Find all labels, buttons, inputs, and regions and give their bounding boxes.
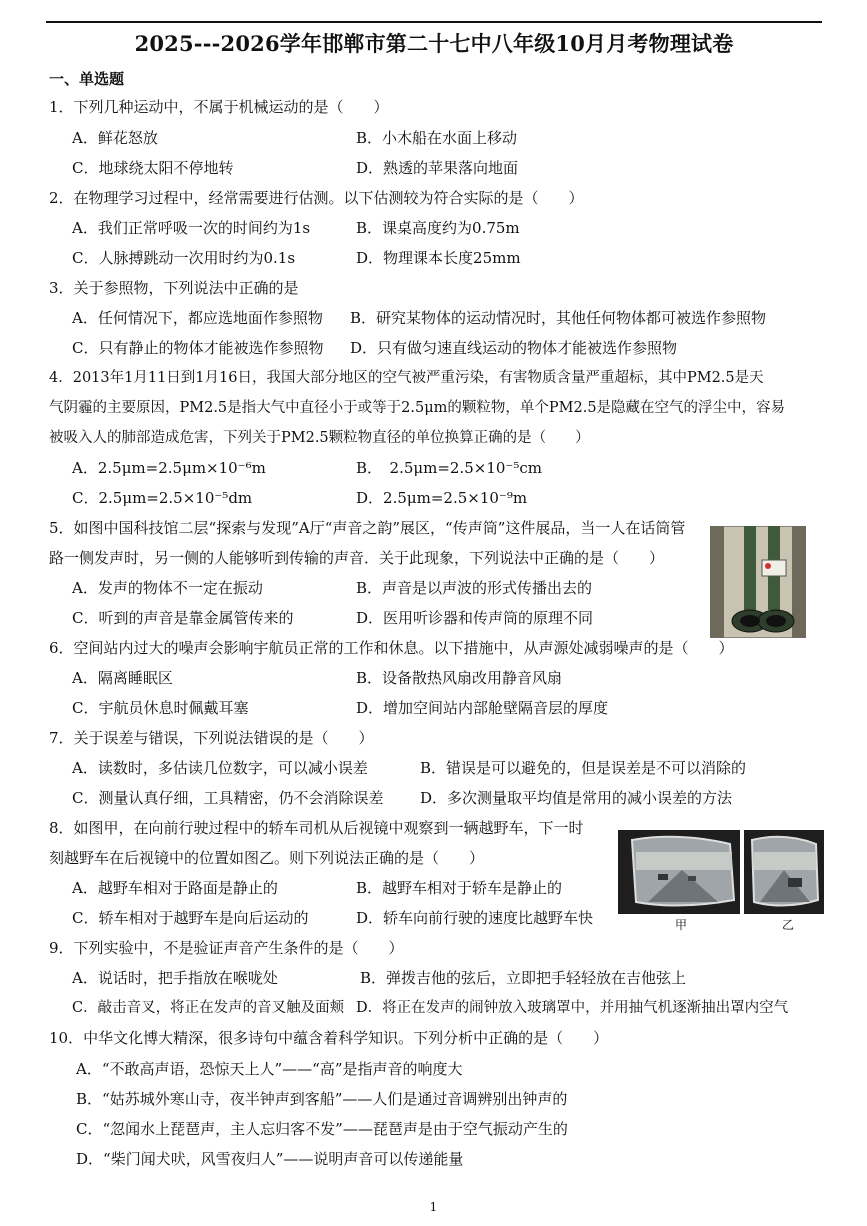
question-7-option-b: B．错误是可以避免的，但是误差是不可以消除的: [420, 759, 747, 777]
question-7-option-c: C．测量认真仔细，工具精密，仍不会消除误差: [72, 789, 384, 807]
question-4-stem-line-3: 被吸入人的肺部造成危害，下列关于PM2.5颗粒物直径的单位换算正确的是（ ）: [49, 430, 590, 446]
question-5-option-b: B．声音是以声波的形式传播出去的: [356, 579, 593, 597]
question-4-stem-line-1: 4．2013年1月11日到1月16日，我国大部分地区的空气被严重污染，有害物质含量严重超标，其中PM2.5是天: [49, 370, 764, 386]
page-number: 1: [429, 1200, 438, 1214]
question-4-option-b: B． 2.5μm=2.5×10⁻⁵cm: [356, 459, 542, 477]
question-9-option-c: C．敲击音叉，将正在发声的音叉触及面颊: [72, 1000, 345, 1016]
question-10-option-a: A．“不敢高声语，恐惊天上人”——“高”是指声音的响度大: [76, 1060, 463, 1078]
question-6-option-a: A．隔离睡眠区: [72, 669, 173, 687]
question-5-option-a: A．发声的物体不一定在振动: [72, 579, 263, 597]
section-heading: 一、单选题: [49, 70, 125, 88]
question-4-stem-line-2: 气阴霾的主要原因，PM2.5是指大气中直径小于或等于2.5μm的颗粒物，单个PM2.5是隐藏在空气的浮尘中，容易: [49, 400, 786, 416]
question-10-stem: 10．中华文化博大精深，很多诗句中蕴含着科学知识。下列分析中正确的是（ ）: [49, 1029, 609, 1047]
question-9-stem: 9．下列实验中，不是验证声音产生条件的是（ ）: [49, 939, 404, 957]
question-4-option-a: A．2.5μm=2.5μm×10⁻⁶m: [72, 459, 266, 477]
question-6-stem: 6．空间站内过大的噪声会影响宇航员正常的工作和休息。以下措施中，从声源处减弱噪声的是（ ）: [49, 639, 734, 657]
question-2-option-d: D．物理课本长度25mm: [356, 249, 521, 267]
question-9-option-a: A．说话时，把手指放在喉咙处: [72, 969, 278, 987]
question-6-option-c: C．宇航员休息时佩戴耳塞: [72, 699, 249, 717]
question-2-stem: 2．在物理学习过程中，经常需要进行估测。以下估测较为符合实际的是（ ）: [49, 189, 584, 207]
question-1-option-d: D．熟透的苹果落向地面: [356, 159, 519, 177]
question-10-option-d: D．“柴门闻犬吠，风雪夜归人”——说明声音可以传递能量: [76, 1150, 464, 1168]
question-10-option-b: B．“姑苏城外寒山寺，夜半钟声到客船”——人们是通过音调辨别出钟声的: [76, 1090, 568, 1108]
question-2-option-a: A．我们正常呼吸一次的时间约为1s: [72, 219, 311, 237]
speaking-tube-figure: [710, 526, 806, 638]
question-6-option-b: B．设备散热风扇改用静音风扇: [356, 669, 563, 687]
question-3-option-d: D．只有做匀速直线运动的物体才能被选作参照物: [350, 339, 678, 357]
caption-jia: 甲: [675, 918, 688, 932]
question-9-option-d: D．将正在发声的闹钟放入玻璃罩中，并用抽气机逐渐抽出罩内空气: [356, 1000, 789, 1016]
question-3-option-a: A．任何情况下，都应选地面作参照物: [72, 309, 323, 327]
question-7-option-a: A．读数时，多估读几位数字，可以减小误差: [72, 759, 368, 777]
question-1-stem: 1．下列几种运动中，不属于机械运动的是（ ）: [49, 98, 389, 116]
question-8-option-d: D．轿车向前行驶的速度比越野车快: [356, 909, 594, 927]
caption-yi: 乙: [782, 918, 795, 932]
question-10-option-c: C．“忽闻水上琵琶声，主人忘归客不发”——琵琶声是由于空气振动产生的: [76, 1120, 568, 1138]
top-rule: [46, 21, 822, 23]
page-title: 2025---2026学年邯郸市第二十七中八年级10月月考物理试卷: [134, 31, 734, 56]
question-9-option-b: B．弹拨吉他的弦后，立即把手轻轻放在吉他弦上: [360, 969, 687, 987]
question-5-option-d: D．医用听诊器和传声筒的原理不同: [356, 609, 594, 627]
question-2-option-b: B．课桌高度约为0.75m: [356, 219, 520, 237]
question-4-option-d: D．2.5μm=2.5×10⁻⁹m: [356, 489, 528, 507]
question-3-option-c: C．只有静止的物体才能被选作参照物: [72, 339, 324, 357]
question-8-stem-line-1: 8．如图甲，在向前行驶过程中的轿车司机从后视镜中观察到一辆越野车，下一时: [49, 819, 584, 837]
question-6-option-d: D．增加空间站内部舱壁隔音层的厚度: [356, 699, 609, 717]
question-7-option-d: D．多次测量取平均值是常用的减小误差的方法: [420, 789, 733, 807]
question-8-option-a: A．越野车相对于路面是静止的: [72, 879, 278, 897]
mirror-figure-yi: [744, 830, 824, 914]
question-1-option-a: A．鲜花怒放: [72, 129, 158, 147]
question-2-option-c: C．人脉搏跳动一次用时约为0.1s: [72, 249, 296, 267]
question-7-stem: 7．关于误差与错误，下列说法错误的是（ ）: [49, 729, 374, 747]
question-4-option-c: C．2.5μm=2.5×10⁻⁵dm: [72, 489, 253, 507]
question-1-option-c: C．地球绕太阳不停地转: [72, 159, 234, 177]
question-1-option-b: B．小木船在水面上移动: [356, 129, 518, 147]
question-8-option-b: B．越野车相对于轿车是静止的: [356, 879, 563, 897]
question-8-stem-line-2: 刻越野车在后视镜中的位置如图乙。则下列说法正确的是（ ）: [49, 849, 485, 867]
question-3-option-b: B．研究某物体的运动情况时，其他任何物体都可被选作参照物: [350, 309, 767, 327]
question-5-stem-line-2: 路一侧发声时，另一侧的人能够听到传输的声音．关于此现象，下列说法中正确的是（ ）: [49, 549, 665, 567]
question-5-stem-line-1: 5．如图中国科技馆二层“探索与发现”A厅“声音之韵”展区，“传声筒”这件展品，当一人在话筒管: [49, 519, 686, 537]
question-5-option-c: C．听到的声音是靠金属管传来的: [72, 609, 294, 627]
question-3-stem: 3．关于参照物，下列说法中正确的是: [49, 279, 299, 297]
mirror-figure-jia: [618, 830, 740, 914]
question-8-option-c: C．轿车相对于越野车是向后运动的: [72, 909, 309, 927]
